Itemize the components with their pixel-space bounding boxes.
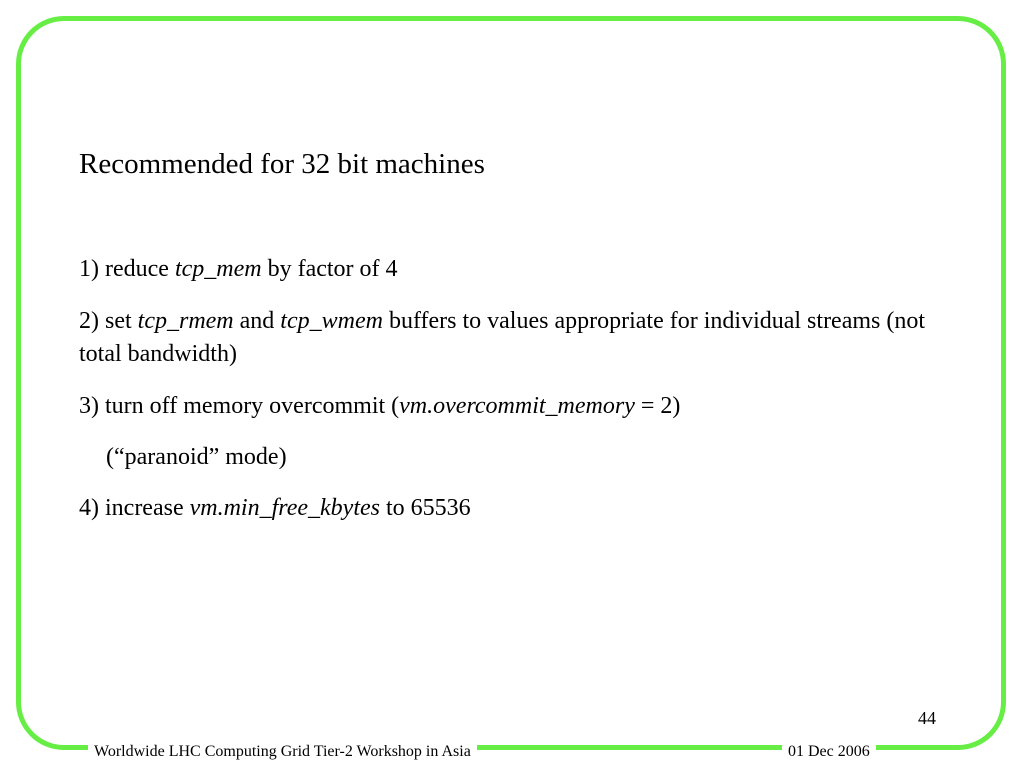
list-item-3	[79, 390, 959, 423]
item-2-prefix: 2) set	[79, 308, 138, 334]
footer-date: 01 Dec 2006	[782, 742, 876, 762]
item-1-prefix: 1) reduce	[79, 256, 175, 282]
item-2-code-1: tcp_rmem	[137, 308, 234, 334]
list-item-1	[79, 253, 959, 286]
item-4-prefix: 4) increase	[79, 495, 190, 521]
item-3-code: vm.overcommit_memory	[399, 393, 635, 419]
item-3-suffix: = 2)	[634, 393, 681, 419]
item-2-code-2: tcp_wmem	[280, 308, 383, 334]
list-item-2	[79, 305, 959, 371]
item-3-prefix: 3) turn off memory overcommit (	[79, 393, 400, 419]
list-item-3-note: (“paranoid” mode)	[106, 444, 287, 470]
item-1-code: tcp_mem	[174, 256, 262, 282]
item-2-suffix: buffers to values appropriate for individual streams (not total bandwidth)	[79, 308, 926, 367]
footer-event: Worldwide LHC Computing Grid Tier-2 Workshop in Asia	[88, 742, 477, 762]
slide-frame	[16, 16, 1006, 750]
slide-title: Recommended for 32 bit machines	[79, 148, 485, 180]
list-item-4	[79, 492, 959, 525]
item-4-suffix: to 65536	[379, 495, 471, 521]
item-4-code: vm.min_free_kbytes	[189, 495, 380, 521]
item-2-middle: and	[233, 308, 281, 334]
item-1-suffix: by factor of 4	[261, 256, 398, 282]
page-number: 44	[918, 708, 936, 728]
